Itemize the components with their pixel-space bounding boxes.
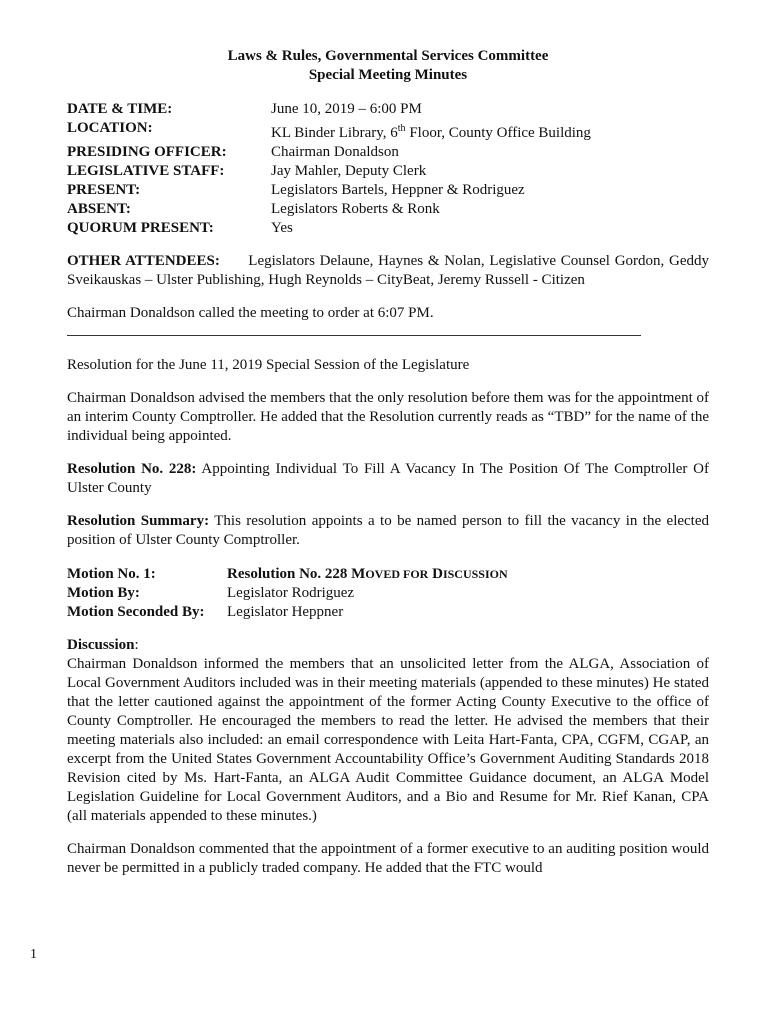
quorum-value: Yes — [271, 220, 293, 236]
motion-number-row — [67, 565, 709, 584]
absent-value: Legislators Roberts & Ronk — [271, 201, 440, 217]
motion-seconded-row — [67, 603, 709, 622]
motion-seconded-label: Motion Seconded By: — [67, 604, 205, 620]
resolution-label: Resolution No. 228: — [67, 461, 197, 477]
info-row-presiding — [67, 143, 709, 162]
motion-number-value — [227, 565, 508, 584]
discussion-paragraph-1: Chairman Donaldson informed the members that an unsolicited letter from the ALGA, Association of Local Government Auditors included was in their meeting materials (appended to these minutes) He stated that the letter cautioned against the appointment of the former Acting County Executive to the office of County Comptroller. He encouraged the members to read the letter. He advised the members that their meeting materials also included: an email correspondence with Leita Hart-Fanta, CPA, CGFM, CGAP, an excerpt from the United States Government Accountability Office’s Government Auditing Standards 2018 Revision cited by Ms. Hart-Fanta, an ALGA Audit Committee Guidance document, an ALGA Model Legislation Guideline for Local Government Auditors, and a Bio and Resume for Mr. Rief Kanan, CPA (all materials appended to these minutes.) — [67, 656, 709, 824]
resolution-title — [67, 460, 709, 498]
motion-seconded-value: Legislator Heppner — [227, 604, 344, 620]
info-row-quorum — [67, 219, 709, 238]
meeting-info — [67, 100, 709, 238]
motion-block — [67, 565, 709, 622]
discussion-section — [67, 636, 709, 826]
discussion-heading — [67, 636, 709, 655]
info-row-absent — [67, 200, 709, 219]
other-attendees-text: Legislators Delaune, Haynes & Nolan, Legislative Counsel Gordon, Geddy Sveikauskas – Ulster Publishing, Hugh Reynolds – CityBeat, Jeremy Russell - Citizen — [67, 253, 710, 288]
resolution-summary — [67, 512, 709, 550]
motion-number-label: Motion No. 1: — [67, 566, 156, 582]
staff-value: Jay Mahler, Deputy Clerk — [271, 163, 427, 179]
location-value-part2: Floor, County Office Building — [405, 125, 591, 141]
discussion-colon: : — [134, 637, 139, 653]
location-value-part1: KL Binder Library, 6 — [271, 125, 398, 141]
discussion-paragraph-2: Chairman Donaldson commented that the appointment of a former executive to an auditing position would never be permitted in a publicly traded company. He added that the FTC would — [67, 841, 709, 876]
motion-number-main: Resolution No. 228 M — [227, 566, 366, 582]
title-line-2: Special Meeting Minutes — [308, 67, 468, 83]
call-to-order: Chairman Donaldson called the meeting to order at 6:07 PM. — [67, 305, 434, 321]
summary-text: This resolution appoints a to be named person to fill the vacancy in the elected position of Ulster County Comptroller. — [67, 513, 710, 548]
location-label: LOCATION: — [67, 120, 153, 136]
present-value: Legislators Bartels, Heppner & Rodriguez — [271, 182, 525, 198]
info-row-present — [67, 181, 709, 200]
info-row-date — [67, 100, 709, 119]
date-label: DATE & TIME: — [67, 101, 173, 117]
info-row-staff — [67, 162, 709, 181]
info-row-location — [67, 119, 709, 143]
page-number: 1 — [30, 947, 37, 962]
discussion-label: Discussion — [67, 637, 135, 653]
present-label: PRESENT: — [67, 182, 141, 198]
intro-paragraph: Chairman Donaldson advised the members that the only resolution before them was for the appointment of an interim County Comptroller. He added that the Resolution currently reads as “TBD” for the name of the individual being appointed. — [67, 390, 709, 444]
quorum-label: QUORUM PRESENT: — [67, 220, 214, 236]
title-line-1: Laws & Rules, Governmental Services Committee — [227, 48, 549, 64]
presiding-value: Chairman Donaldson — [271, 144, 399, 160]
resolution-heading: Resolution for the June 11, 2019 Special Session of the Legislature — [67, 357, 470, 373]
staff-label: LEGISLATIVE STAFF: — [67, 163, 225, 179]
document-page — [67, 47, 709, 878]
location-value-sup: th — [397, 123, 406, 134]
document-title — [67, 47, 709, 85]
motion-by-label: Motion By: — [67, 585, 140, 601]
date-value: June 10, 2019 – 6:00 PM — [271, 101, 422, 117]
absent-label: ABSENT: — [67, 201, 131, 217]
motion-number-d: D — [428, 566, 443, 582]
motion-by-value: Legislator Rodriguez — [227, 585, 355, 601]
motion-number-sc2: ISCUSSION — [442, 567, 508, 581]
location-value — [271, 119, 709, 143]
other-attendees-label: OTHER ATTENDEES: — [67, 253, 220, 269]
other-attendees — [67, 252, 709, 290]
resolution-text: Appointing Individual To Fill A Vacancy In The Position Of The Comptroller Of Ulster County — [67, 461, 709, 496]
presiding-label: PRESIDING OFFICER: — [67, 144, 227, 160]
motion-number-sc1: OVED FOR — [365, 567, 429, 581]
summary-label: Resolution Summary: — [67, 513, 210, 529]
horizontal-divider — [67, 335, 641, 336]
motion-by-row — [67, 584, 709, 603]
